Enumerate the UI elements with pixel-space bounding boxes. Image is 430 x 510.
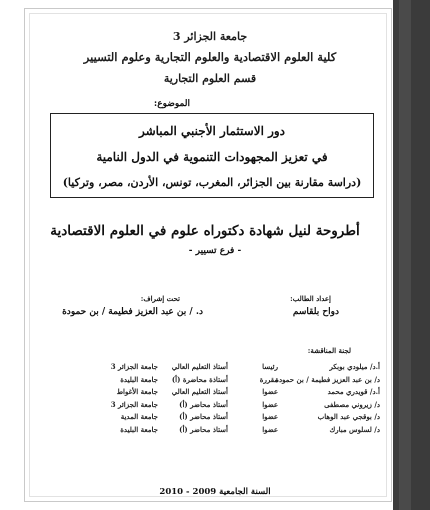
jury-row	[88, 425, 380, 438]
jury-row	[88, 362, 380, 375]
supervised-by-label: تحت إشراف:	[140, 294, 180, 303]
jury-row	[88, 375, 380, 388]
jury-label: لجنة المناقشة:	[307, 346, 351, 355]
jury-member-university: جامعة المدية	[120, 412, 158, 421]
jury-member-university: جامعة البليدة	[120, 374, 158, 384]
jury-member-university: جامعة البليدة	[120, 424, 158, 434]
jury-member-university: جامعة الأغواط	[116, 387, 158, 396]
jury-member-name: د/ بن عبد العزيز فطيمة / بن حمودة	[275, 374, 380, 384]
jury-member-role: مقررة	[259, 374, 278, 384]
faculty-name: كلية العلوم الاقتصادية والعلوم التجارية وعلوم التسيير	[83, 50, 337, 64]
jury-member-rank: أستاذ محاضر (أ)	[179, 399, 228, 409]
title-line-3: (دراسة مقارنة بين الجزائر، المغرب، تونس، الأردن، مصر، وتركيا)	[62, 176, 362, 189]
jury-member-rank: أستاذ محاضر (أ)	[179, 412, 228, 421]
jury-row	[88, 387, 380, 400]
branch-line: - فرع تسيير -	[188, 246, 242, 256]
jury-member-name: أ.د/ ميلودي بوبكر	[329, 362, 380, 371]
jury-member-rank: أستاذ محاضر (أ)	[179, 424, 228, 434]
viewer-side-panel[interactable]	[393, 0, 430, 510]
supervisor-name: د. / بن عبد العزيز فطيمة / بن حمودة	[62, 307, 203, 317]
title-line-2: في تعزيز المجهودات التنموية في الدول النامية	[96, 150, 328, 164]
thesis-degree-line: أطروحة لنيل شهادة دكتوراه علوم في العلوم الاقتصادية	[50, 223, 360, 239]
university-name: جامعة الجزائر 3	[172, 30, 248, 43]
jury-member-name: د/ بوقجي عبد الوهاب	[317, 412, 380, 421]
jury-member-role: عضوا	[262, 399, 278, 409]
jury-member-university: جامعة الجزائر 3	[110, 362, 158, 371]
academic-year: السنة الجامعية 2009 - 2010	[159, 487, 271, 497]
student-name: دواح بلقاسم	[292, 307, 339, 317]
viewer-scrollbar-track[interactable]	[399, 0, 411, 510]
jury-member-role: عضوا	[262, 412, 278, 421]
jury-member-name: د/ لسلوس مبارك	[329, 424, 380, 434]
jury-member-name: أ.د/ قويدري محمد	[327, 387, 380, 396]
jury-member-rank: أستاذ التعليم العالي	[171, 387, 228, 396]
title-box	[50, 113, 374, 198]
jury-member-university: جامعة الجزائر 3	[110, 399, 158, 409]
jury-member-rank: أستاذ التعليم العالي	[171, 362, 228, 371]
jury-table	[88, 362, 380, 437]
jury-member-role: عضوا	[262, 424, 278, 434]
jury-member-name: د/ زيروني مصطفى	[324, 399, 380, 409]
department-name: قسم العلوم التجارية	[163, 72, 257, 85]
jury-row	[88, 400, 380, 413]
jury-row	[88, 412, 380, 425]
jury-member-role: رئيسا	[262, 362, 278, 371]
jury-member-role: عضوا	[262, 387, 278, 396]
subject-label: الموضوع:	[153, 99, 190, 109]
jury-member-rank: أستاذة محاضرة (أ)	[171, 374, 228, 384]
prepared-by-label: إعداد الطالب:	[290, 294, 331, 303]
title-line-1: دور الاستثمار الأجنبي المباشر	[138, 124, 286, 138]
